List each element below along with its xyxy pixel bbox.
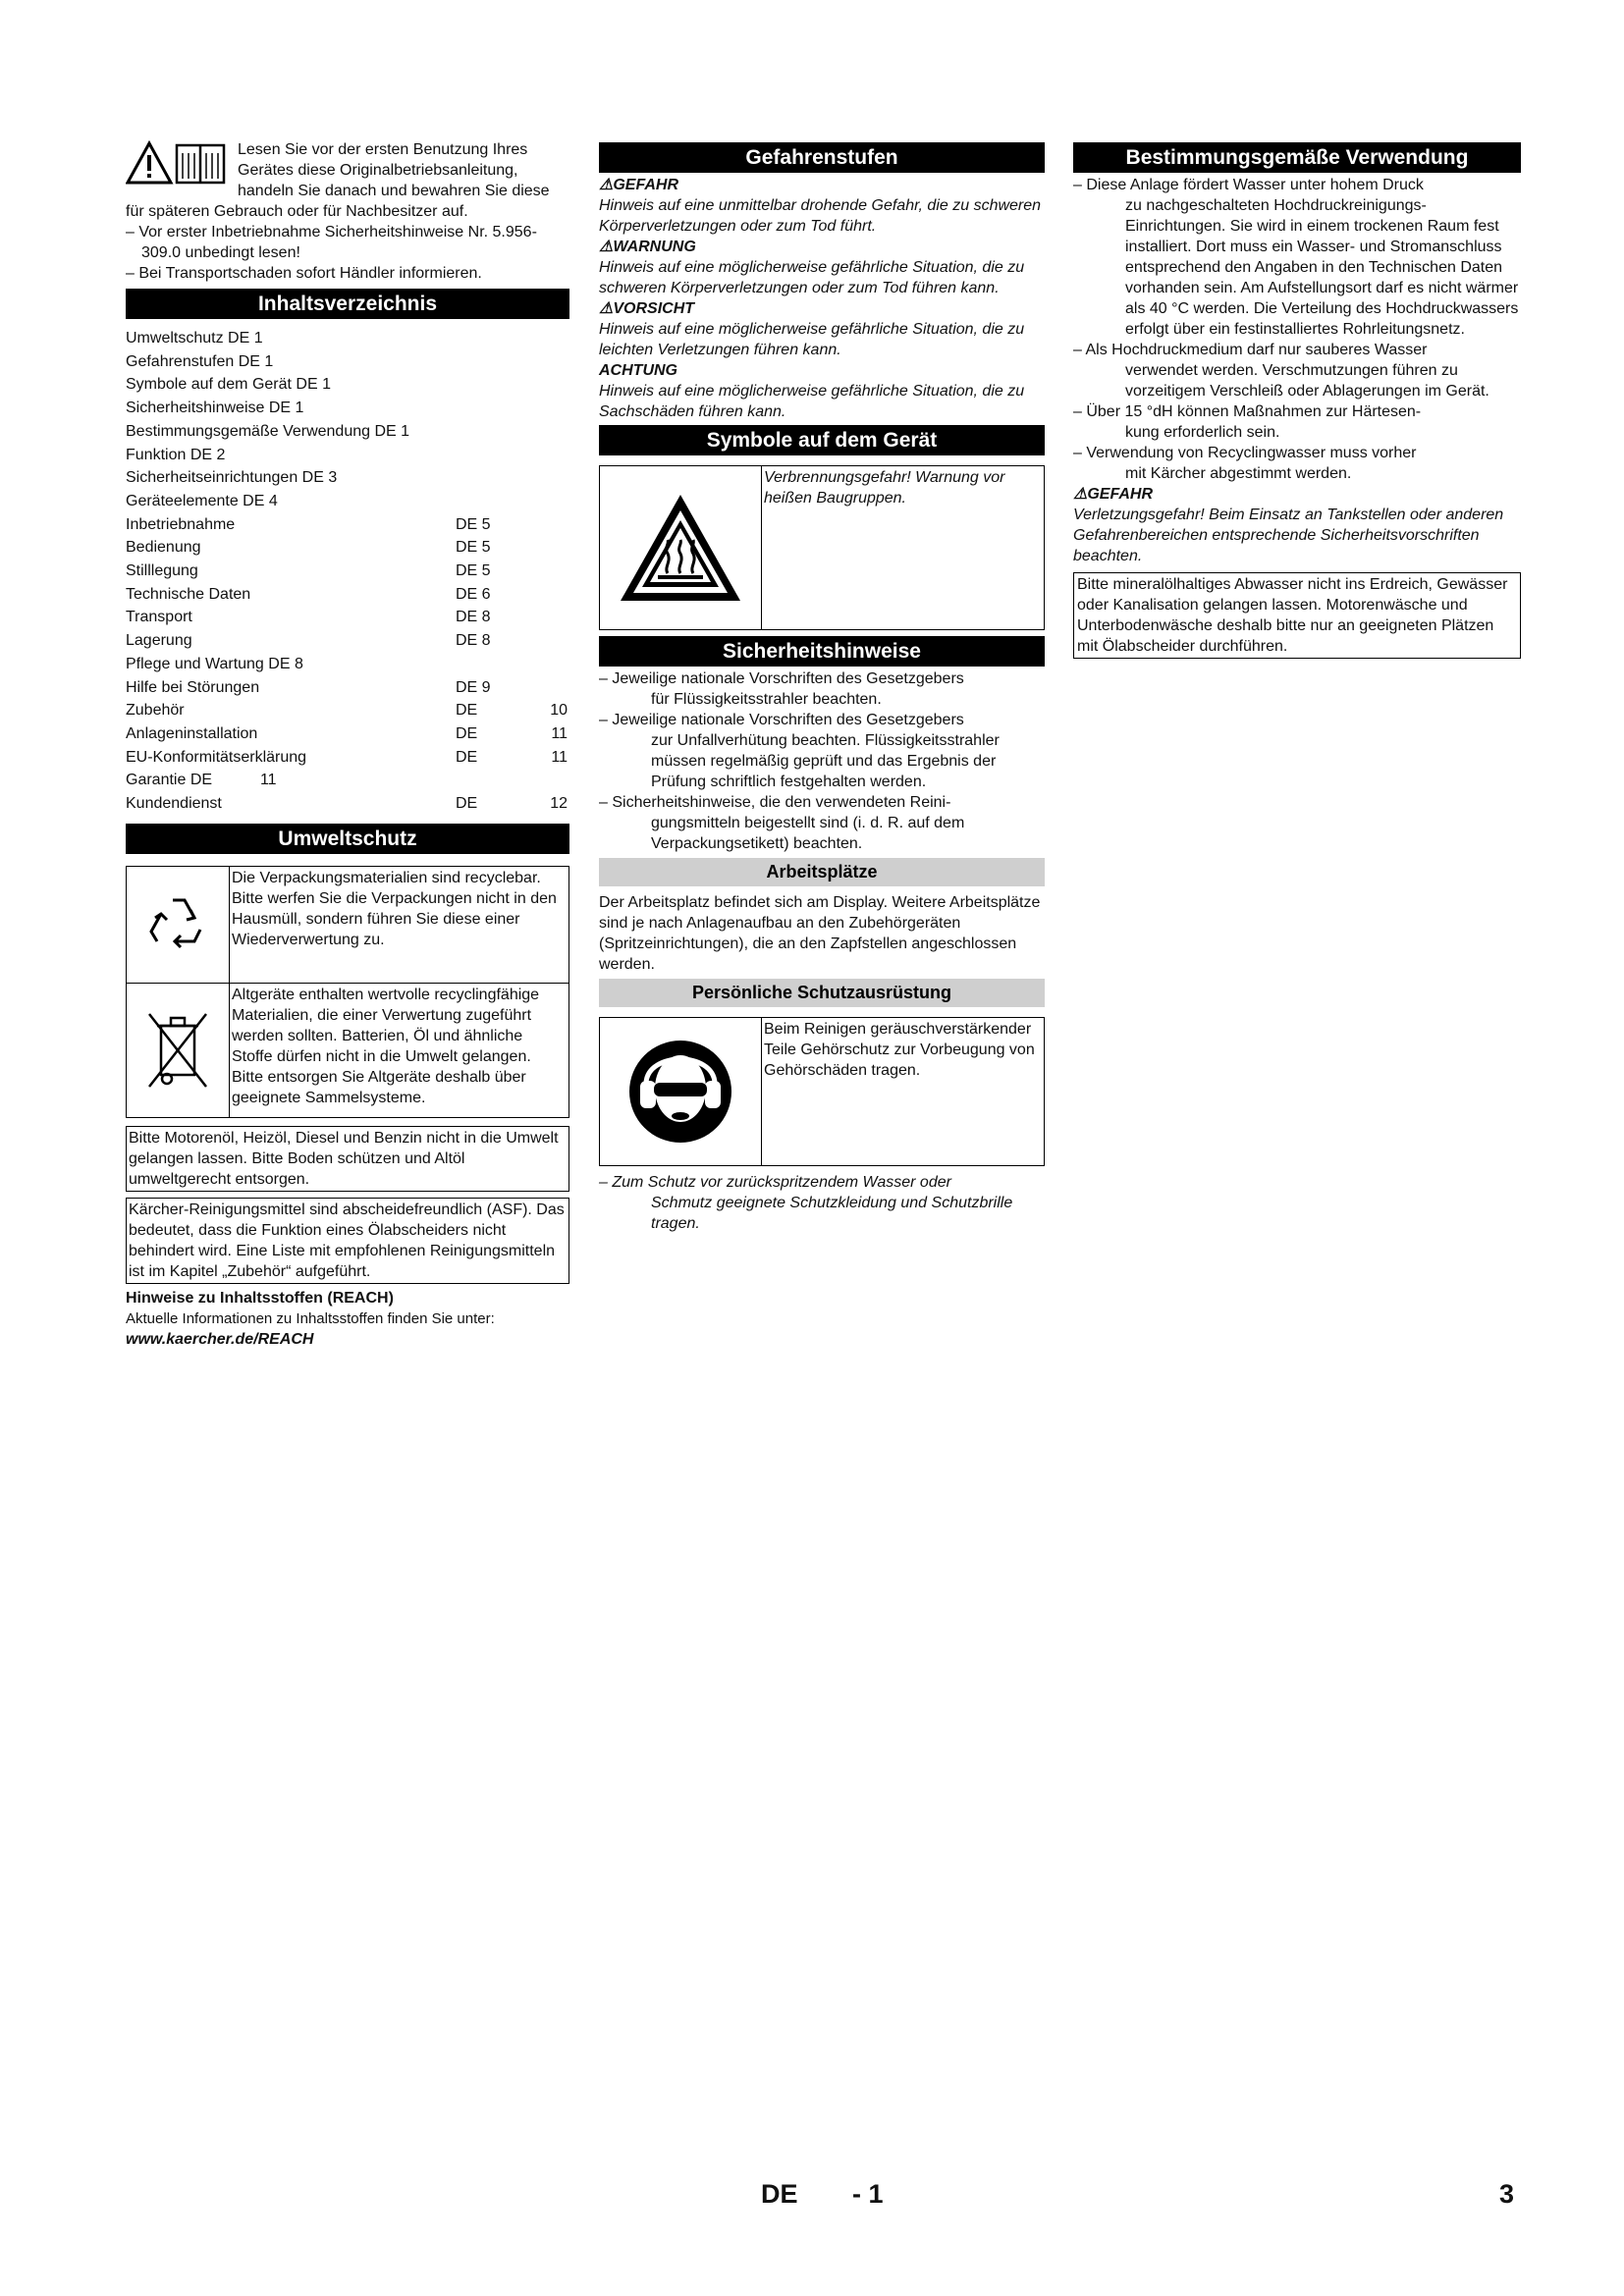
toc-page: 12	[550, 795, 568, 813]
toc-row[interactable]	[126, 327, 569, 350]
toc-label: Bestimmungsgemäße Verwendung DE 1	[126, 422, 410, 440]
use-list	[1073, 175, 1521, 484]
recycle-icon-cell	[127, 867, 230, 983]
hazard-level-text: Hinweis auf eine möglicherweise gefährliche Situation, die zu schweren Körperverletzungen oder zum Tod führen kann.	[599, 259, 1025, 296]
hazard-level-text: Hinweis auf eine möglicherweise gefährliche Situation, die zu leichten Verletzungen führen kann.	[599, 321, 1025, 358]
toc-row[interactable]	[126, 397, 569, 420]
toc-label: Umweltschutz DE 1	[126, 330, 263, 347]
hot-surface-table	[599, 465, 1045, 630]
warning-icon: ⚠	[599, 177, 614, 193]
toc-lang: DE	[456, 795, 478, 813]
toc-lang	[456, 327, 507, 350]
toc-row[interactable]	[126, 769, 569, 792]
warning-icon: ⚠	[599, 300, 614, 317]
toc-page	[507, 397, 568, 420]
toc-label: Sicherheitshinweise DE 1	[126, 400, 304, 417]
warning-book-icon	[126, 139, 232, 187]
list-item: – Jeweilige nationale Vorschriften des Gesetzgebers zur Unfallverhütung beachten. Flüssigkeitsstrahler müssen regelmäßig geprüft und das Ergebnis der Prüfung schriftlich festgehalten werden.	[599, 712, 1000, 790]
section-heading-umweltschutz: Umweltschutz	[126, 824, 569, 854]
psa-table	[599, 1017, 1045, 1166]
hazard-levels	[599, 175, 1045, 422]
toc-label: Pflege und Wartung DE 8	[126, 655, 303, 672]
toc-row[interactable]	[126, 792, 569, 816]
hot-surface-text: Verbrennungsgefahr! Warnung vor heißen Baugruppen.	[764, 469, 1005, 507]
toc-page	[507, 676, 568, 700]
hot-surface-warning-icon	[617, 489, 744, 607]
toc-label: Technische Daten	[126, 585, 251, 603]
list-item: – Jeweilige nationale Vorschriften des Gesetzgebers für Flüssigkeitsstrahler beachten.	[599, 670, 964, 708]
column-right	[1073, 142, 1521, 659]
hazard-level-label: ACHTUNG	[599, 362, 677, 379]
reach-text: Aktuelle Informationen zu Inhaltsstoffen finden Sie unter:	[126, 1309, 495, 1327]
recycle-text: Die Verpackungsmaterialien sind recyclebar. Bitte werfen Sie die Verpackungen nicht in den Hausmüll, sondern führen Sie diese einer Wiederverwertung zu.	[232, 869, 557, 948]
altgeraete-row	[127, 984, 568, 1117]
psa-icon-cell	[600, 1018, 762, 1165]
toc-row[interactable]	[126, 420, 569, 444]
column-middle	[599, 142, 1045, 1234]
toc-page	[507, 513, 568, 537]
oil-notice-box: Bitte Motorenöl, Heizöl, Diesel und Benzin nicht in die Umwelt gelangen lassen. Bitte Boden schützen und Altöl umweltgerecht entsorgen.	[126, 1126, 569, 1192]
hot-surface-icon-cell	[600, 466, 762, 629]
toc-label: Stilllegung	[126, 562, 198, 580]
toc-page	[507, 560, 568, 583]
toc-page	[507, 420, 568, 444]
section-heading-verwendung: Bestimmungsgemäße Verwendung	[1073, 142, 1521, 173]
toc-lang: DE	[456, 724, 478, 742]
recycle-icon	[143, 890, 212, 959]
intro-item: – Bei Transportschaden sofort Händler informieren.	[126, 265, 482, 282]
toc-row[interactable]	[126, 676, 569, 700]
list-item: – Diese Anlage fördert Wasser unter hohem Druck zu nachgeschalteten Hochdruckreinigungs-Einrichtungen. Sie wird in einem trockenen Raum fest installiert. Dort muss ein Wasser- und Stromanschluss entsprechend den Angaben in den Technischen Daten vorhanden sein. Am Aufstellungsort darf es nicht wärmer als 40 °C werden. Die Verteilung des Hochdruckwassers erfolgt über ein festinstalliertes Rohrleitungsnetz.	[1073, 177, 1519, 338]
toc-lang: DE	[456, 702, 478, 720]
hazard-level-text: Hinweis auf eine möglicherweise gefährliche Situation, die zu Sachschäden führen kann.	[599, 383, 1025, 420]
toc-row[interactable]	[126, 746, 569, 770]
toc-page	[507, 653, 568, 676]
toc-row[interactable]	[126, 560, 569, 583]
toc-page	[507, 327, 568, 350]
toc-label: Kundendienst	[126, 795, 222, 813]
toc-lang	[456, 466, 507, 490]
toc-page	[507, 536, 568, 560]
subheading-arbeitsplaetze: Arbeitsplätze	[599, 858, 1045, 886]
toc-label: Symbole auf dem Gerät DE 1	[126, 376, 331, 394]
toc-lang: DE 8	[456, 632, 491, 650]
toc-row[interactable]	[126, 466, 569, 490]
toc-label: EU-Konformitätserklärung	[126, 748, 307, 766]
toc-label: Lagerung	[126, 632, 192, 650]
list-item: – Verwendung von Recyclingwasser muss vorher mit Kärcher abgestimmt werden.	[1073, 445, 1417, 482]
toc-label: Sicherheitseinrichtungen DE 3	[126, 469, 338, 487]
toc-row[interactable]	[126, 490, 569, 513]
hazard-level-label: ⚠WARNUNG	[599, 239, 696, 255]
footer-lang: DE	[761, 2179, 798, 2209]
toc-label: Transport	[126, 609, 192, 626]
toc-lang	[456, 350, 507, 374]
toc-lang	[456, 373, 507, 397]
crossed-bin-icon	[143, 1008, 212, 1093]
toc-label: Inbetriebnahme	[126, 515, 236, 533]
toc-label: Anlageninstallation	[126, 724, 258, 742]
toc-lang	[456, 420, 507, 444]
list-item: – Als Hochdruckmedium darf nur sauberes Wasser verwendet werden. Verschmutzungen führen zu vorzeitigem Verschleiß oder Ablagerungen im Gerät.	[1073, 342, 1489, 400]
toc-lang: DE 9	[456, 678, 491, 696]
hazard-level-text: Hinweis auf eine unmittelbar drohende Gefahr, die zu schweren Körperverletzungen oder zum Tod führt.	[599, 197, 1042, 235]
toc-page	[507, 629, 568, 653]
toc-lang: DE 5	[456, 562, 491, 580]
section-heading-toc: Inhaltsverzeichnis	[126, 289, 569, 319]
psa-text: Beim Reinigen geräuschverstärkender Teile Gehörschutz zur Vorbeugung von Gehörschäden tragen.	[764, 1021, 1035, 1079]
toc-row[interactable]	[126, 606, 569, 629]
hazard-level-label: ⚠GEFAHR	[599, 177, 679, 193]
footer-number: 3	[1499, 2179, 1515, 2209]
toc-label: Zubehör	[126, 702, 185, 720]
toc-list	[126, 327, 569, 816]
toc-row[interactable]	[126, 722, 569, 746]
safety-list	[599, 668, 1045, 854]
arbeitsplaetze-text: Der Arbeitsplatz befindet sich am Display. Weitere Arbeitsplätze sind je nach Anlagenaufbau an den Zubehörgeräten (Spritzeinrichtungen), die an den Zapfstellen angeschlossen werden.	[599, 894, 1041, 973]
toc-label: Bedienung	[126, 539, 201, 557]
intro-icons	[126, 139, 234, 200]
toc-lang: DE 5	[456, 539, 491, 557]
toc-page	[507, 490, 568, 513]
warning-icon: ⚠	[1073, 486, 1088, 503]
asf-notice-box: Kärcher-Reinigungsmittel sind abscheidefreundlich (ASF). Das bedeutet, dass die Funktion eines Ölabscheiders nicht behindert wird. Eine Liste mit empfohlenen Reinigungsmitteln ist im Kapitel „Zubehör“ aufgeführt.	[126, 1198, 569, 1284]
toc-lang	[456, 444, 507, 467]
toc-row[interactable]	[126, 373, 569, 397]
toc-lang	[456, 490, 507, 513]
toc-row[interactable]	[126, 699, 569, 722]
env-symbol-table	[126, 866, 569, 1118]
list-item: – Sicherheitshinweise, die den verwendeten Reini- gungsmitteln beigestellt sind (i. d. R. auf dem Verpackungsetikett) beachten.	[599, 794, 965, 852]
list-item: – Über 15 °dH können Maßnahmen zur Härtesen- kung erforderlich sein.	[1073, 403, 1422, 441]
toc-page: 10	[550, 702, 568, 720]
footer-page: - 1	[852, 2179, 884, 2209]
ear-eye-protection-icon	[626, 1038, 734, 1146]
intro-item: – Vor erster Inbetriebnahme Sicherheitshinweise Nr. 5.956-309.0 unbedingt lesen!	[126, 224, 537, 261]
toc-row[interactable]	[126, 583, 569, 607]
toc-row[interactable]	[126, 629, 569, 653]
section-heading-symbole: Symbole auf dem Gerät	[599, 425, 1045, 455]
toc-lang	[456, 653, 507, 676]
use-gefahr-text: Verletzungsgefahr! Beim Einsatz an Tankstellen oder anderen Gefahrenbereichen entsprechende Sicherheitsvorschriften beachten.	[1073, 507, 1504, 564]
toc-label: Gefahrenstufen DE 1	[126, 352, 274, 370]
toc-page: 11	[551, 724, 568, 742]
warning-icon: ⚠	[599, 239, 614, 255]
waste-water-box: Bitte mineralölhaltiges Abwasser nicht ins Erdreich, Gewässer oder Kanalisation gelangen lassen. Motorenwäsche und Unterbodenwäsche deshalb bitte nur an geeigneten Plätzen mit Ölabscheider durchführen.	[1073, 572, 1521, 659]
toc-row[interactable]	[126, 350, 569, 374]
subheading-psa: Persönliche Schutzausrüstung	[599, 979, 1045, 1007]
toc-lang: DE 5	[456, 515, 491, 533]
section-heading-sicherheit: Sicherheitshinweise	[599, 636, 1045, 667]
column-left	[126, 139, 569, 1350]
toc-page	[507, 350, 568, 374]
reach-title: Hinweise zu Inhaltsstoffen (REACH)	[126, 1289, 394, 1307]
intro-block	[126, 139, 569, 284]
toc-lang: DE 8	[456, 609, 491, 626]
intro-text: Lesen Sie vor der ersten Benutzung Ihres Gerätes diese Originalbetriebsanleitung, handeln Sie danach und bewahren Sie diese für späteren Gebrauch oder für Nachbesitzer auf.	[126, 141, 550, 220]
toc-lang	[456, 769, 507, 792]
recycle-row	[127, 867, 568, 984]
toc-page	[507, 444, 568, 467]
toc-page	[507, 583, 568, 607]
use-gefahr: ⚠GEFAHR	[1073, 486, 1154, 503]
toc-row[interactable]	[126, 513, 569, 537]
toc-page	[507, 769, 568, 792]
toc-lang: DE 6	[456, 585, 491, 603]
toc-label: Geräteelemente DE 4	[126, 492, 278, 509]
toc-lang	[456, 397, 507, 420]
section-heading-gefahrenstufen: Gefahrenstufen	[599, 142, 1045, 173]
toc-label: Garantie DE 11	[126, 772, 277, 789]
hazard-level-label: ⚠VORSICHT	[599, 300, 695, 317]
toc-row[interactable]	[126, 444, 569, 467]
reach-url: www.kaercher.de/REACH	[126, 1330, 314, 1348]
toc-lang: DE	[456, 748, 478, 766]
toc-label: Funktion DE 2	[126, 446, 226, 463]
toc-label: Hilfe bei Störungen	[126, 678, 260, 696]
altgeraete-text: Altgeräte enthalten wertvolle recyclingfähige Materialien, die einer Verwertung zugeführt werden sollten. Batterien, Öl und ähnliche Stoffe dürfen nicht in die Umwelt gelangen. Bitte entsorgen Sie Altgeräte deshalb über geeignete Sammelsysteme.	[232, 986, 540, 1106]
toc-page	[507, 373, 568, 397]
toc-row[interactable]	[126, 536, 569, 560]
toc-row[interactable]	[126, 653, 569, 676]
footer	[0, 2179, 1624, 2218]
toc-page	[507, 606, 568, 629]
bin-icon-cell	[127, 984, 230, 1117]
toc-page	[507, 466, 568, 490]
psa-note: – Zum Schutz vor zurückspritzendem Wasser oder Schmutz geeignete Schutzkleidung und Schutzbrille tragen.	[599, 1174, 1013, 1232]
toc-page: 11	[551, 748, 568, 766]
